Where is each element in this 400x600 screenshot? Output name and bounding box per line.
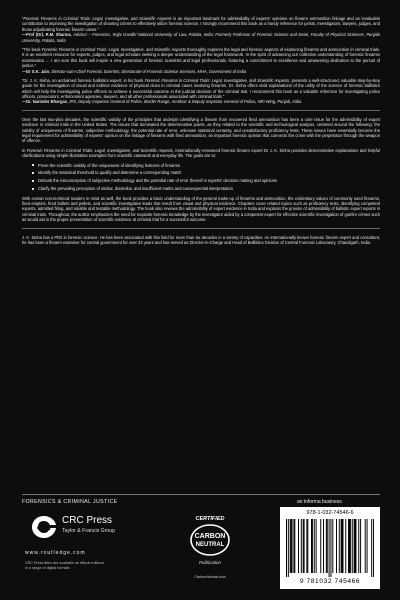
barcode-bar: [312, 519, 313, 573]
barcode-bar: [341, 519, 342, 573]
barcode-bar: [320, 519, 321, 573]
crc-logo-icon: [30, 514, 58, 540]
book-title: Forensic Firearms in Criminal Trials: Legal, Investigative, and Scientific Aspects: [23, 16, 172, 21]
endorser-name: —Dr. Narinder Bhargav: [22, 99, 68, 105]
publisher-group: Taylor & Francis Group: [62, 528, 116, 534]
book-title: Forensic Firearms in Criminal Trials: Legal, Investigative, and Scientific Aspects: [144, 77, 290, 83]
carbon-url: CarbonNeutral.com: [194, 575, 226, 579]
barcode-bar: [327, 519, 328, 573]
endorsement: [22, 47, 380, 74]
ebook-note-line: CRC Press titles are available as eBook editions: [25, 561, 105, 565]
carbon-publication-text: Publication: [198, 560, 222, 565]
book-title: Forensic Firearms in Criminal Trials: Legal, Investigative, and Scientific Aspects: [41, 46, 186, 52]
barcode-bar: [354, 519, 355, 573]
barcode-bar: [290, 519, 291, 573]
category-label: FORENSICS & CRIMINAL JUSTICE: [22, 499, 118, 505]
endorsement: [22, 78, 380, 105]
carbon-neutral-badge-icon: [184, 512, 236, 572]
author-bio: J. K. Sinha has a PhD in forensic science. He has been associated with this field for more than six decades in a variety of capacities. An internationally known forensic firearm expert and consultant, he has been a firearm examiner for central government for over 34 years and has served as Director-in-Charge and Head of Ballistics Division of Central Forensic Laboratory, Chandigarh, India.: [22, 234, 380, 245]
barcode-bar: [330, 519, 331, 577]
endorsement-quote: [22, 47, 380, 69]
barcode-bar: [348, 519, 349, 573]
barcode-bar: [367, 519, 368, 573]
barcode-bar: [360, 519, 361, 573]
list-item: Debunk the misconception of subjective methodology and the potential rate of error thereof in experts' decision making and opinions: [32, 178, 380, 183]
barcode-bar: [304, 519, 305, 573]
barcode-bar: [314, 519, 315, 573]
barcode-bar: [294, 519, 295, 573]
list-item: Clarify the prevailing perception of similar, dissimilar, and insufficient marks and consequential interpretation: [32, 186, 380, 191]
endorsement-quote: [22, 78, 380, 100]
barcode-bar: [311, 519, 312, 573]
quote-prefix: “The book: [22, 46, 42, 52]
quote-prefix: “Dr. J. K. Sinha, an acclaimed forensic ballistics expert, in his book: [22, 77, 145, 83]
barcode-bar: [303, 519, 304, 573]
barcode-bar: [301, 519, 302, 573]
barcode-bar: [323, 519, 324, 573]
ebook-note: [25, 561, 120, 571]
carbon-word: CARBON: [194, 533, 226, 540]
barcode-bar: [358, 519, 359, 573]
barcode-bar: [326, 519, 327, 573]
endorsement-attribution: [22, 32, 380, 43]
endorser-role: , Advisor – Forensics, Rajiv Gandhi National University of Law, Patiala, India; Formerly Professor of Forensic Science and Dean, Faculty of Physical Sciences, Punjabi University, Patiala, India: [22, 32, 380, 43]
website-link[interactable]: www.routledge.com: [25, 550, 86, 556]
barcode-bar: [343, 519, 344, 573]
barcode-bar: [365, 519, 366, 573]
barcode-bar: [349, 519, 350, 573]
back-cover-text: [22, 16, 380, 496]
barcode-bar: [329, 519, 330, 577]
isbn-barcode: [280, 507, 380, 589]
divider: [22, 110, 380, 111]
description-paragraph: Over the last two-plus decades, the scientific validity of the principles that underpin identifying a firearm from recovered fired ammunition has been a core issue for the admissibility of expert evidence in criminal trials in the United States. The issues that dominated the determinative points, as they related to the scientific and technological analysis, centered around the following: the validity of uniqueness of firearms, subjective methodology, the potential rate of error, unknown statistical certainty, and unsatisfactory proficiency tests. These issues have essentially become the legal requirement for admissibility of experts' opinion on the linkage of firearms with fired ammunition, an important forensic opinion that connects the crime with the perpetrator through the weapon of offence.: [22, 116, 380, 144]
barcode-bar: [292, 519, 293, 573]
description-paragraph: With certain non-technical readers in mind as well, the book provides a basic understanding of the general make-up of firearms and ammunition, the evidentiary values of commonly used firearms, fired empties, fired bullets and pellets, and scientific investigative leads that result from visual and physical evidence. Chapters cover related topics such as proficiency tests, identifying competent experts, admitted firing, and reliable and testable methodology. The book also reviews the admissibility of expert evidence in India and explains the proviso of admissibility of ballistic expert reports in criminal trials. Throughout, the author emphasizes the need for requisite forensic knowledge by the investigator aided by a competent expert for effective scientific investigation of gunfire crimes such as would aid in the proper presentation of scientific evidence at criminal trial for a successful outcome.: [22, 195, 380, 223]
barcode-bar: [350, 519, 351, 573]
barcode-bar: [355, 519, 356, 573]
barcode-bar: [298, 519, 299, 573]
endorser-name: —Dr S.K. Jain: [22, 68, 50, 74]
barcode-bar: [288, 519, 289, 577]
barcode-bar: [291, 519, 292, 573]
footer-divider: [22, 494, 380, 495]
barcode-bar: [345, 519, 346, 573]
endorser-role: , IPS, Deputy Inspector General of Police, Border Range, Amritsar & Deputy Inspector General of Police, NRI Wing, Punjab, India: [67, 99, 302, 105]
endorser-name: —Prof (Dr). R.M. Sharma: [22, 32, 71, 38]
neutral-word: NEUTRAL: [195, 542, 225, 548]
isbn-number: 978-1-032-74546-6: [306, 510, 354, 516]
crc-logo-text: CRC: [36, 525, 52, 532]
quote-text: , presents a well-structured, valuable step-by-step guide for the investigation of visual and indirect evidence of physical clues in criminal cases involving firearms. Dr. Sinha offers vivid explanations of the utility of the science of forensic ballistics which will help the investigating police officers to achieve a successful outcome in the judicial decision of the criminal trial. I recommend this book as a valuable reference for investigating police officers, prosecutors, enforcement agencies, lawyers, and all other professionals associated with criminal trials.”: [22, 77, 380, 100]
barcode-bar: [355, 519, 356, 573]
quote-prefix: “: [22, 16, 24, 21]
publisher-name: CRC Press: [62, 515, 113, 526]
description-goals-intro: [22, 148, 380, 159]
barcode-digits: 9 781032 745466: [299, 578, 361, 585]
endorser-role: , Director-cum-Chief Forensic Scientist, Directorate of Forensic Science Services, MHA, Government of India: [49, 68, 247, 74]
list-item: Prove the scientific validity of the uniqueness of identifying features of firearms: [32, 163, 380, 168]
barcode-bar: [332, 519, 333, 573]
carbon-certified-text: CERTIFIED: [195, 516, 225, 522]
endorsement-attribution: [22, 69, 380, 74]
barcode-bar: [306, 519, 307, 573]
barcode-bar: [352, 519, 353, 573]
goals-list: [32, 163, 380, 192]
barcode-bar: [342, 519, 343, 573]
barcode-bar: [316, 519, 317, 573]
divider: [22, 228, 380, 229]
barcode-bars: [286, 519, 374, 577]
endorsement-quote: [22, 16, 380, 32]
book-title: Forensic Firearms in Criminal Trials: Legal, Investigative, and Scientific Aspects: [26, 147, 173, 153]
endorsement: [22, 16, 380, 43]
quote-text: thoroughly explores the legal and forensic aspects of examining firearms and ammunition in criminal trials. It is an excellent resource for experts, judges, and legal scholars seeking a deeper understanding of the legal framework. In the spirit of advancing our collective understanding of forensic firearms examination … I am sure this book will inspire a new generation of forensic scientists and legal professionals, fostering a commitment to excellence and unwavering dedication to the pursuit of justice.”: [22, 46, 380, 69]
intro-text: , internationally renowned forensic firearm expert Dr J. K. Sinha provides demonstrative explanations and helpful clarifications using simple illustrative examples from scientific casework and everyday life. The goals are to:: [22, 147, 380, 159]
endorsements: [22, 16, 380, 105]
barcode-bar: [293, 519, 294, 573]
endorsement-attribution: [22, 99, 380, 104]
quote-text: is an important landmark for admissibility of experts' opinions on firearm ammunition linkage and an invaluable contribution to improving the investigation of shooting crimes to effectively utilize forensic science. I strongly recommend this book as a handy reference for jurists, investigators, lawyers, judges, and those adjudicating forensic firearm cases.”: [22, 16, 380, 32]
barcode-bar: [371, 519, 372, 577]
barcode-bar: [336, 519, 337, 573]
barcode-bar: [373, 519, 374, 577]
imprint-label: an informa business: [297, 499, 342, 505]
barcode-bar: [307, 519, 308, 573]
intro-prefix: In: [22, 147, 27, 153]
barcode-bar: [286, 519, 287, 577]
barcode-bar: [339, 519, 340, 573]
ebook-note-line: in a range of digital formats: [25, 565, 70, 570]
list-item: Identify the statistical threshold to qualify and determine a corresponding match: [32, 170, 380, 175]
